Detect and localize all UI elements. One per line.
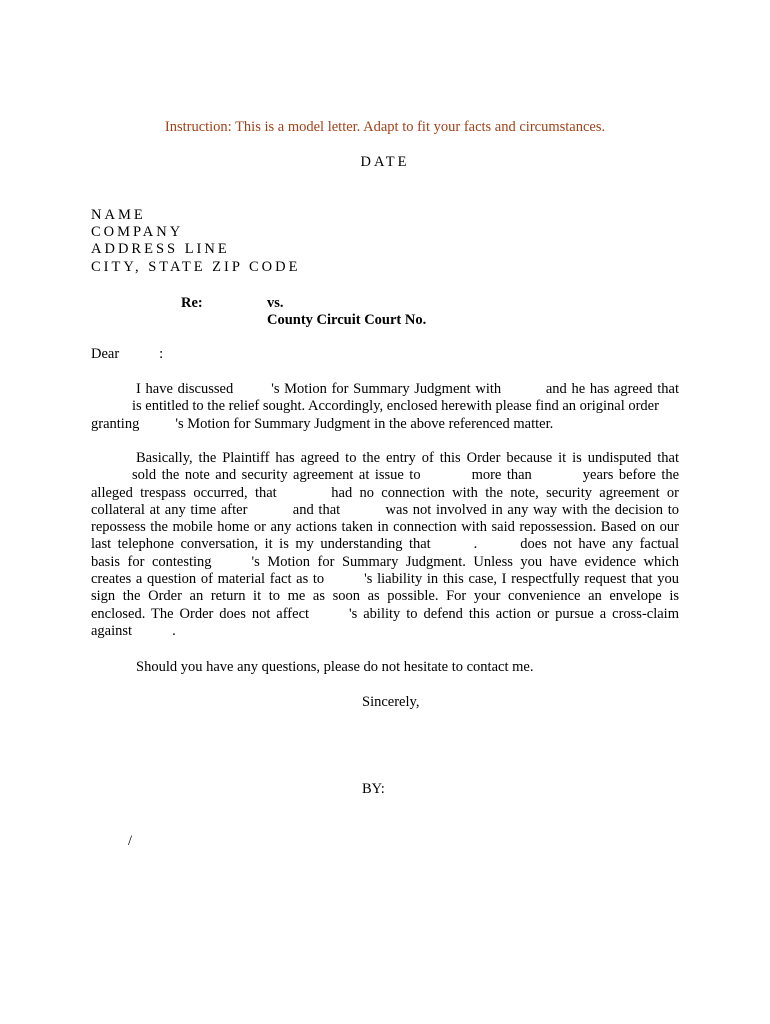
p2-line-2: sold the note and security agreement at issue to more than years before the	[132, 467, 680, 484]
p1-line-2: is entitled to the relief sought. Accordingly, enclosed herewith please find an original order	[132, 398, 659, 415]
re-label: Re:	[181, 295, 203, 311]
p2-line-3: alleged trespass occurred, that had no connection with the note, security agreement or	[91, 484, 679, 501]
re-court: County Circuit Court No.	[267, 312, 427, 328]
p1-line-1: I have discussed 's Motion for Summary Judgment with and he has agreed that	[136, 381, 680, 397]
p2-line-10: enclosed. The Order does not affect 's ability to defend this action or pursue a cross-claim	[91, 605, 679, 622]
p2-line-1: Basically, the Plaintiff has agreed to the entry of this Order because it is undisputed that	[136, 450, 679, 466]
p2-line-9: sign the Order an return it to me as soon as possible. For your convenience an envelope is	[91, 588, 679, 605]
recipient-company: COMPANY	[91, 224, 184, 240]
salutation	[91, 346, 163, 363]
paragraph-3: Should you have any questions, please do not hesitate to contact me.	[136, 659, 534, 675]
p1-line-3: granting 's Motion for Summary Judgment in the above referenced matter.	[91, 415, 554, 432]
letter-date: DATE	[360, 154, 410, 170]
recipient-name: NAME	[91, 207, 146, 223]
salutation-colon: :	[159, 346, 164, 362]
closing: Sincerely,	[362, 694, 420, 710]
recipient-city: CITY, STATE ZIP CODE	[91, 259, 301, 275]
instruction-note: Instruction: This is a model letter. Adapt to fit your facts and circumstances.	[164, 119, 606, 135]
paragraph-2	[91, 450, 679, 640]
p2-line-4: collateral at any time after and that was not involved in any way with the decision to	[91, 501, 680, 518]
recipient-address: ADDRESS LINE	[91, 241, 230, 257]
salutation-dear: Dear	[91, 346, 120, 362]
p2-line-11: against .	[91, 622, 176, 639]
re-vs: vs.	[267, 295, 284, 311]
p2-line-7: basis for contesting 's Motion for Summary Judgment. Unless you have evidence which	[91, 553, 679, 570]
p2-line-5: repossess the mobile home or any actions taken in connection with said repossession. Based on our	[91, 519, 679, 536]
signature-by: BY:	[362, 781, 385, 797]
p2-line-8: creates a question of material fact as to 's liability in this case, I respectfully request that you	[91, 571, 679, 588]
paragraph-1	[91, 381, 679, 433]
p2-line-6: last telephone conversation, it is my understanding that . does not have any factual	[91, 536, 680, 553]
initials-slash: /	[128, 833, 133, 849]
